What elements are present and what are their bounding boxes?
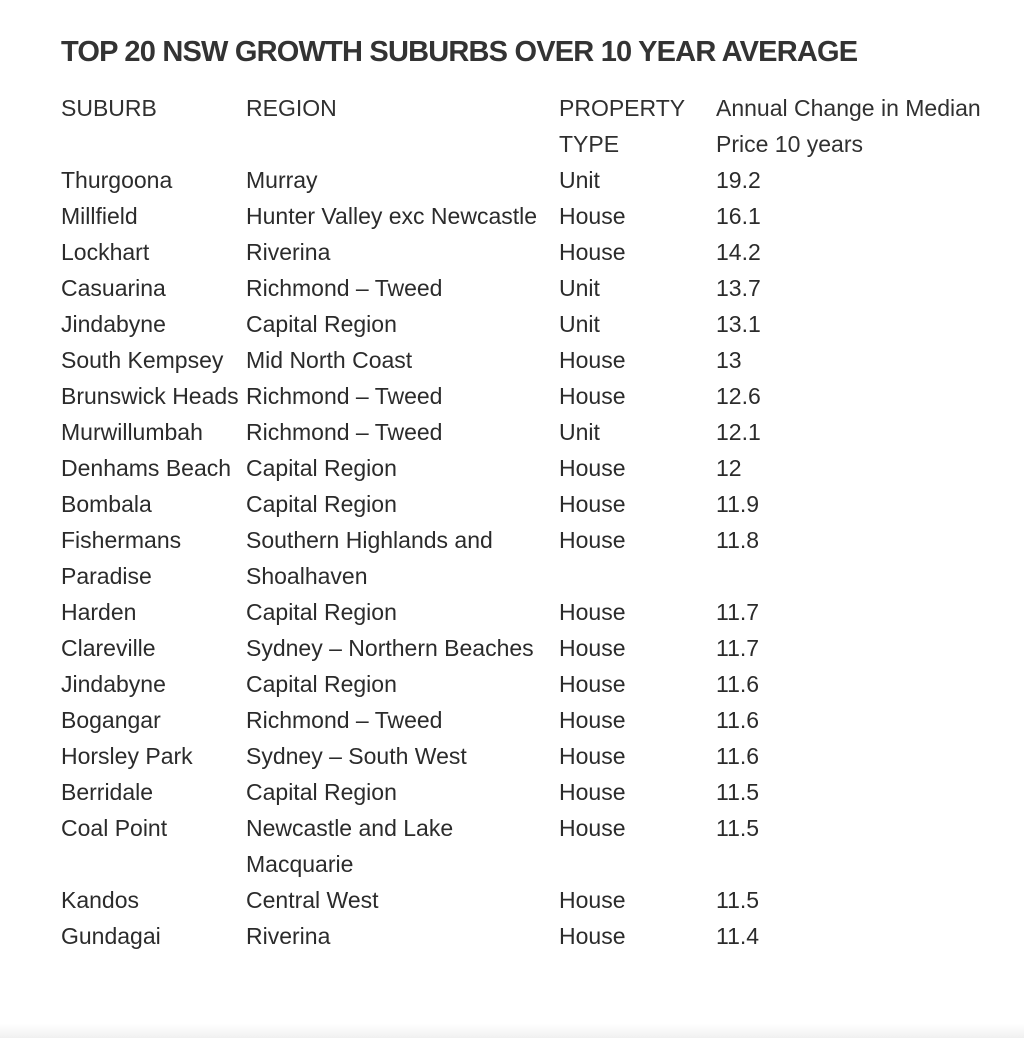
table-header-row [61,90,1011,162]
cell-property-type: House [559,635,626,661]
cell-suburb: Millfield [61,203,138,229]
table-row [61,450,1011,486]
cell-property-type: House [559,707,626,733]
cell-annual-change: 11.5 [716,887,760,913]
cell-annual-change: 13 [716,347,742,373]
table-row [61,702,1011,738]
growth-suburbs-table [61,90,1011,954]
table-row [61,522,1011,594]
cell-annual-change: 11.7 [716,599,760,625]
cell-property-type: House [559,203,626,229]
cell-property-type: Unit [559,275,600,301]
table-row [61,198,1011,234]
cell-region: Sydney – South West [246,743,467,769]
header-annual-change: Annual Change in Median Price 10 years [716,95,981,157]
cell-region: Capital Region [246,671,397,697]
cell-annual-change: 16.1 [716,203,761,229]
cell-region: Capital Region [246,491,397,517]
cell-suburb: Berridale [61,779,154,805]
cell-annual-change: 11.6 [716,707,760,733]
cell-annual-change: 14.2 [716,239,761,265]
header-suburb: SUBURB [61,95,157,121]
cell-annual-change: 11.6 [716,671,760,697]
cell-annual-change: 19.2 [716,167,761,193]
cell-region: Capital Region [246,779,397,805]
cell-region: Capital Region [246,455,397,481]
cell-property-type: House [559,743,626,769]
bottom-fade [0,1024,1024,1038]
table-row [61,342,1011,378]
cell-region: Riverina [246,923,331,949]
cell-region: Richmond – Tweed [246,707,443,733]
table-row [61,234,1011,270]
table-row [61,774,1011,810]
cell-annual-change: 11.5 [716,779,760,805]
cell-suburb: Horsley Park [61,743,193,769]
cell-suburb: Denhams Beach [61,455,232,481]
table-row [61,594,1011,630]
cell-property-type: House [559,239,626,265]
header-property-type: PROPERTY TYPE [559,95,685,157]
cell-suburb: Thurgoona [61,167,173,193]
table-row [61,306,1011,342]
cell-property-type: Unit [559,311,600,337]
cell-annual-change: 12.6 [716,383,761,409]
page-title: TOP 20 NSW GROWTH SUBURBS OVER 10 YEAR AVERAGE [61,36,858,69]
cell-property-type: House [559,347,626,373]
cell-suburb: Gundagai [61,923,161,949]
cell-property-type: House [559,815,626,841]
table-row [61,630,1011,666]
cell-region: Capital Region [246,599,397,625]
cell-property-type: House [559,671,626,697]
cell-annual-change: 13.1 [716,311,761,337]
table-row [61,738,1011,774]
cell-property-type: Unit [559,419,600,445]
cell-suburb: Kandos [61,887,140,913]
cell-annual-change: 11.8 [716,527,760,553]
table-row [61,882,1011,918]
table-row [61,666,1011,702]
cell-annual-change: 13.7 [716,275,761,301]
cell-annual-change: 11.4 [716,923,760,949]
cell-region: Central West [246,887,379,913]
cell-suburb: Brunswick Heads [61,383,239,409]
cell-annual-change: 11.7 [716,635,760,661]
table-row [61,270,1011,306]
cell-suburb: Fishermans Paradise [61,527,182,589]
cell-suburb: Murwillumbah [61,419,203,445]
cell-annual-change: 11.9 [716,491,760,517]
cell-suburb: Harden [61,599,137,625]
cell-property-type: House [559,599,626,625]
cell-suburb: South Kempsey [61,347,224,373]
table-row [61,378,1011,414]
cell-suburb: Bogangar [61,707,161,733]
cell-region: Newcastle and Lake Macquarie [246,815,454,877]
cell-region: Hunter Valley exc Newcastle [246,203,538,229]
cell-suburb: Lockhart [61,239,150,265]
cell-property-type: House [559,383,626,409]
cell-region: Capital Region [246,311,397,337]
cell-region: Richmond – Tweed [246,419,443,445]
table-row [61,810,1011,882]
cell-annual-change: 11.6 [716,743,760,769]
cell-region: Riverina [246,239,331,265]
cell-property-type: Unit [559,167,600,193]
table-row [61,486,1011,522]
cell-annual-change: 12.1 [716,419,761,445]
cell-region: Sydney – Northern Beaches [246,635,534,661]
cell-property-type: House [559,455,626,481]
cell-property-type: House [559,527,626,553]
cell-suburb: Bombala [61,491,152,517]
cell-annual-change: 11.5 [716,815,760,841]
cell-suburb: Coal Point [61,815,168,841]
table-row [61,414,1011,450]
cell-region: Southern Highlands and Shoalhaven [246,527,493,589]
table-body [61,162,1011,954]
table-row [61,918,1011,954]
cell-annual-change: 12 [716,455,742,481]
cell-property-type: House [559,491,626,517]
table-row [61,162,1011,198]
cell-region: Richmond – Tweed [246,275,443,301]
header-region: REGION [246,95,337,121]
cell-region: Richmond – Tweed [246,383,443,409]
cell-suburb: Casuarina [61,275,166,301]
cell-property-type: House [559,779,626,805]
cell-suburb: Jindabyne [61,671,166,697]
cell-region: Murray [246,167,318,193]
cell-suburb: Clareville [61,635,156,661]
cell-region: Mid North Coast [246,347,413,373]
cell-property-type: House [559,923,626,949]
cell-property-type: House [559,887,626,913]
cell-suburb: Jindabyne [61,311,166,337]
